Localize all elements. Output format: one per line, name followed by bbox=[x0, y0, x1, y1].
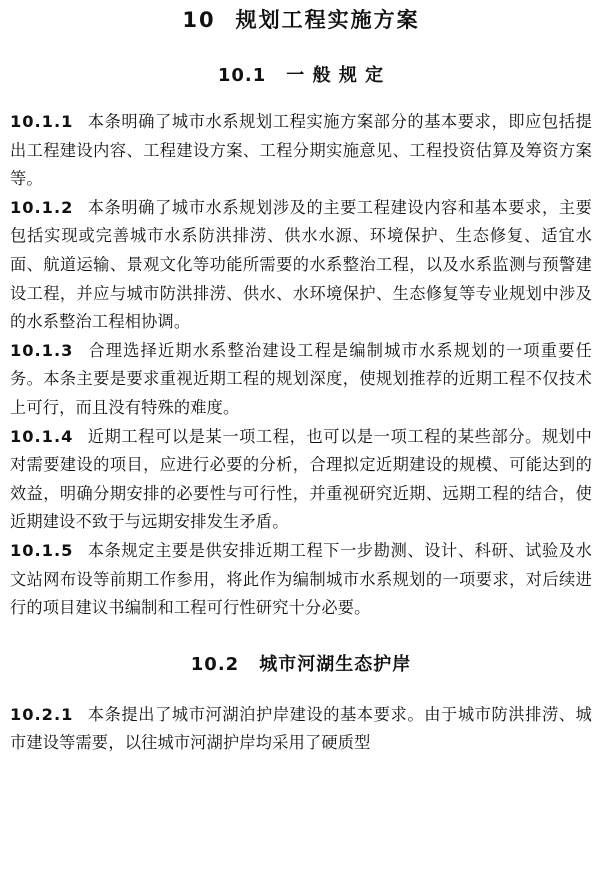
section-number: 10.1 bbox=[217, 65, 267, 86]
clause-text: 合理选择近期水系整治建设工程是编制城市水系规划的一项重要任务。本条主要是要求重视近期工程的规划深度，使规划推荐的近期工程不仅技术上可行，而且没有特殊的难度。 bbox=[10, 340, 592, 417]
clause-number: 10.1.4 bbox=[10, 426, 74, 446]
clause-number: 10.1.2 bbox=[10, 197, 74, 217]
clause-number: 10.1.1 bbox=[10, 112, 74, 131]
chapter-number: 10 bbox=[182, 8, 216, 32]
section-title-10-2 bbox=[10, 651, 592, 679]
clause-text: 本条规定主要是供安排近期工程下一步勘测、设计、科研、试验及水文站网布设等前期工作参用，将此作为编制城市水系规划的一项要求，对后续进行的项目建议书编制和工程可行性研究十分必要。 bbox=[10, 540, 592, 618]
section-title-text: 一 般 规 定 bbox=[286, 65, 385, 86]
chapter-title-text: 规划工程实施方案 bbox=[235, 8, 420, 32]
clause-10-1-1 bbox=[10, 108, 592, 194]
clause-text: 本条明确了城市水系规划涉及的主要工程建设内容和基本要求，主要包括实现或完善城市水系防洪排涝、供水水源、环境保护、生态修复、适宜水面、航道运输、景观文化等功能所需要的水系整治工程，以及水系监测与预警建设工程，并应与城市防洪排涝、供水、水环境保护、生态修复等专业规划中涉及的水系整治工程相协调。 bbox=[10, 197, 592, 332]
clause-10-1-2 bbox=[10, 194, 592, 337]
clause-10-1-3 bbox=[10, 337, 592, 423]
clause-text: 本条提出了城市河湖泊护岸建设的基本要求。由于城市防洪排涝、城市建设等需要，以往城市河湖护岸均采用了硬质型 bbox=[10, 704, 592, 753]
clause-text: 本条明确了城市水系规划工程实施方案部分的基本要求，即应包括提出工程建设内容、工程建设方案、工程分期实施意见、工程投资估算及筹资方案等。 bbox=[10, 112, 592, 189]
chapter-title bbox=[10, 4, 592, 36]
section-number: 10.2 bbox=[190, 653, 240, 675]
clause-number: 10.2.1 bbox=[10, 704, 74, 724]
clause-10-1-4 bbox=[10, 423, 592, 537]
section-title-text: 城市河湖生态护岸 bbox=[259, 653, 412, 675]
clause-10-1-5 bbox=[10, 537, 592, 623]
clause-number: 10.1.3 bbox=[10, 340, 74, 360]
section-title-10-1 bbox=[10, 62, 592, 90]
clause-10-2-1 bbox=[10, 701, 592, 758]
clause-number: 10.1.5 bbox=[10, 540, 74, 560]
clause-text: 近期工程可以是某一项工程，也可以是一项工程的某些部分。规划中对需要建设的项目，应进行必要的分析，合理拟定近期建设的规模、可能达到的效益，明确分期安排的必要性与可行性，并重视研究近期、远期工程的结合，使近期建设不致于与远期安排发生矛盾。 bbox=[10, 426, 592, 532]
